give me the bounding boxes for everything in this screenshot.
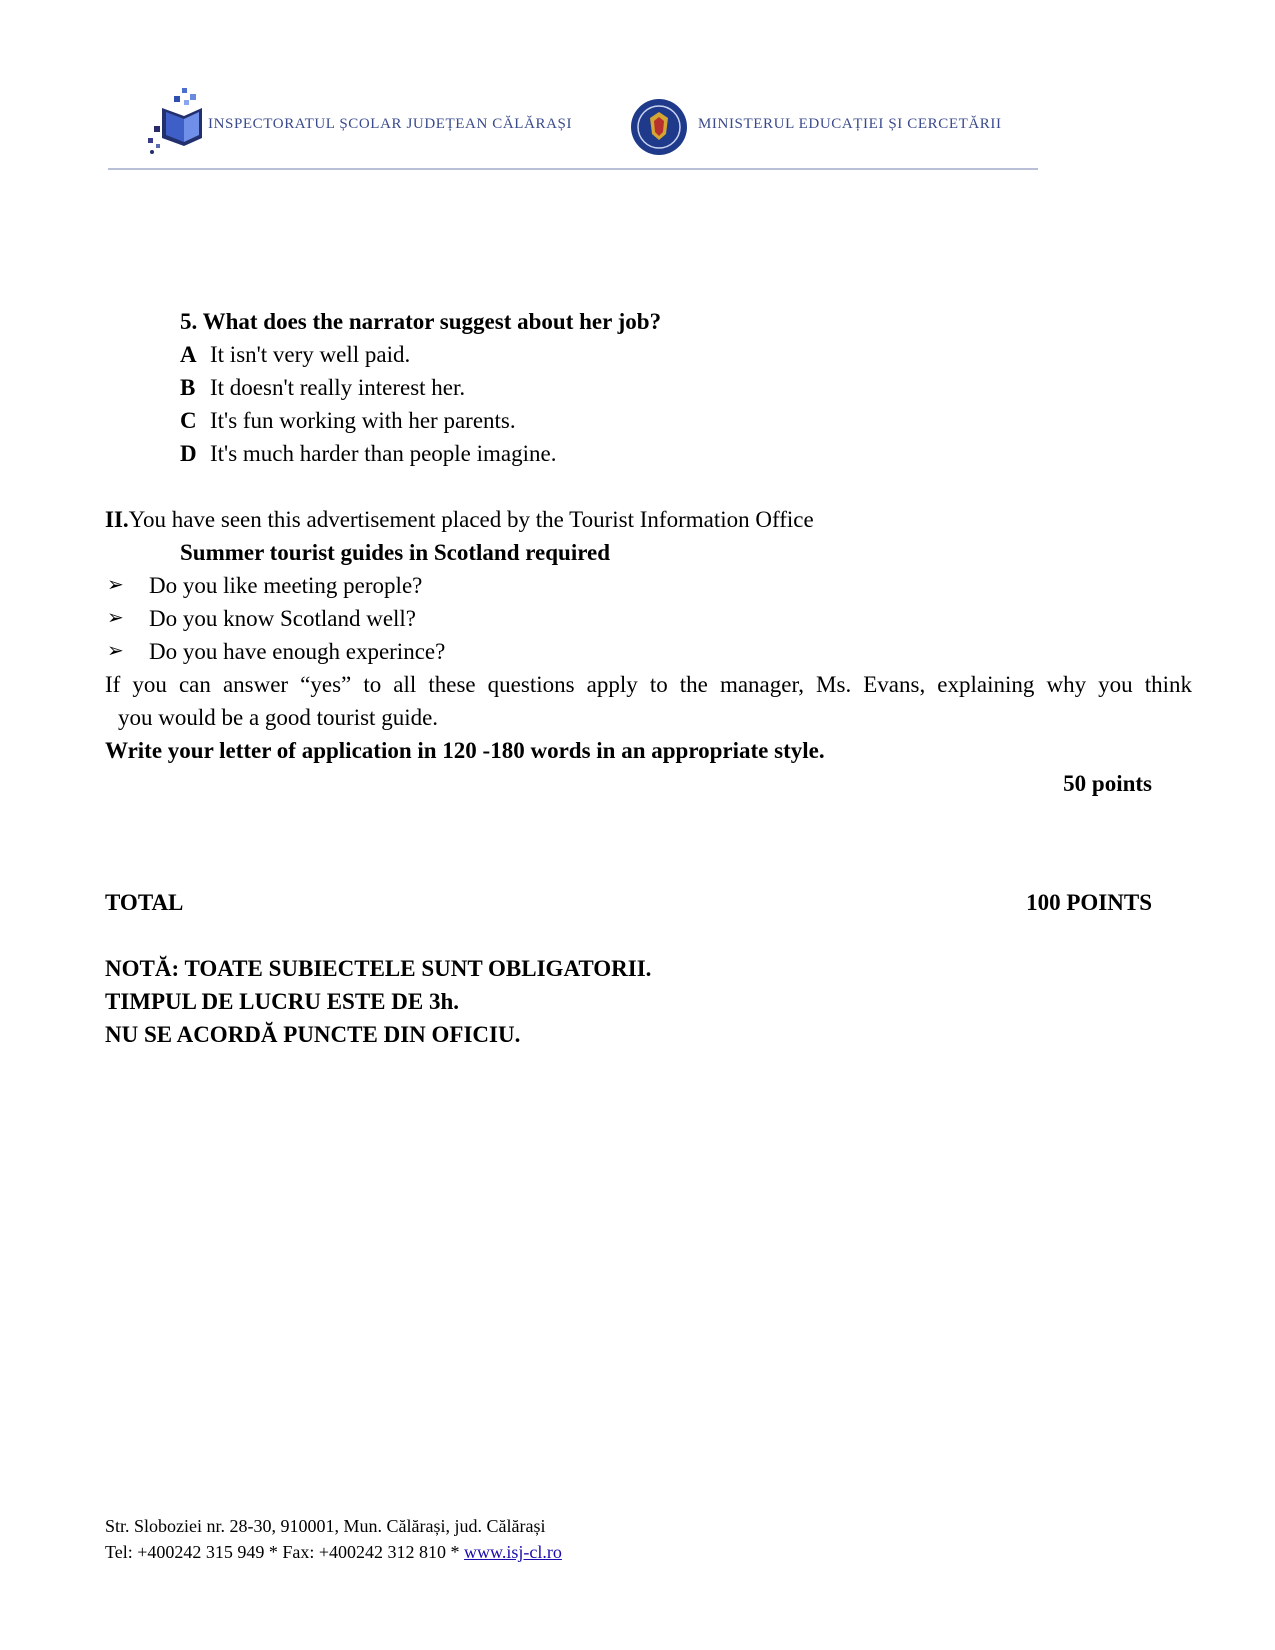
letterhead bbox=[108, 86, 1038, 172]
ad-bullet-2: Do you know Scotland well? bbox=[149, 606, 417, 631]
option-b bbox=[180, 371, 465, 404]
ad-bullet-3: Do you have enough experince? bbox=[149, 639, 446, 664]
note-line-2: TIMPUL DE LUCRU ESTE DE 3h. bbox=[105, 989, 460, 1014]
total-label: TOTAL bbox=[105, 890, 184, 915]
option-letter: C bbox=[180, 408, 197, 433]
writing-task: Write your letter of application in 120 -180 words in an appropriate style. bbox=[105, 738, 825, 763]
option-a bbox=[180, 338, 410, 371]
arrow-bullet-icon: ➢ bbox=[107, 574, 124, 596]
total-points: 100 POINTS bbox=[1026, 890, 1152, 915]
footer-address: Str. Sloboziei nr. 28-30, 910001, Mun. Călărași, jud. Călărași bbox=[105, 1516, 546, 1536]
option-text: It isn't very well paid. bbox=[210, 342, 411, 367]
option-text: It's fun working with her parents. bbox=[210, 408, 516, 433]
section-2-points: 50 points bbox=[1063, 771, 1152, 796]
option-text: It doesn't really interest her. bbox=[210, 375, 466, 400]
ad-bullet-1: Do you like meeting perople? bbox=[149, 573, 423, 598]
section-intro-text: You have seen this advertisement placed by the Tourist Information Office bbox=[128, 507, 814, 532]
option-letter: A bbox=[180, 342, 197, 367]
option-d bbox=[180, 437, 556, 470]
ad-title: Summer tourist guides in Scotland required bbox=[180, 540, 611, 565]
arrow-bullet-icon: ➢ bbox=[107, 640, 124, 662]
footer-contact bbox=[105, 1539, 562, 1565]
option-letter: B bbox=[180, 375, 196, 400]
website-link[interactable]: www.isj-cl.ro bbox=[464, 1542, 562, 1562]
ministry-seal-icon bbox=[630, 98, 688, 156]
instruction-line-1: If you can answer “yes” to all these questions apply to the manager, Ms. Evans, explaining why you think bbox=[105, 672, 1192, 697]
section-2-intro bbox=[105, 503, 814, 536]
footer-contact-text: Tel: +400242 315 949 * Fax: +400242 312 810 * bbox=[105, 1542, 465, 1562]
arrow-bullet-icon: ➢ bbox=[107, 607, 124, 629]
instruction-line-2: you would be a good tourist guide. bbox=[118, 705, 439, 730]
ministry-name: MINISTERUL EDUCAȚIEI ȘI CERCETĂRII bbox=[698, 116, 1002, 132]
option-text: It's much harder than people imagine. bbox=[210, 441, 557, 466]
note-line-3: NU SE ACORDĂ PUNCTE DIN OFICIU. bbox=[105, 1022, 521, 1047]
option-c bbox=[180, 404, 516, 437]
section-number: II. bbox=[105, 507, 129, 532]
option-letter: D bbox=[180, 441, 197, 466]
note-line-1: NOTĂ: TOATE SUBIECTELE SUNT OBLIGATORII. bbox=[105, 956, 652, 981]
question-5-title: 5. What does the narrator suggest about her job? bbox=[180, 309, 662, 334]
isj-logo-icon bbox=[144, 86, 214, 166]
isj-name: INSPECTORATUL ȘCOLAR JUDEȚEAN CĂLĂRAȘI bbox=[208, 116, 573, 132]
header-divider bbox=[108, 168, 1038, 170]
